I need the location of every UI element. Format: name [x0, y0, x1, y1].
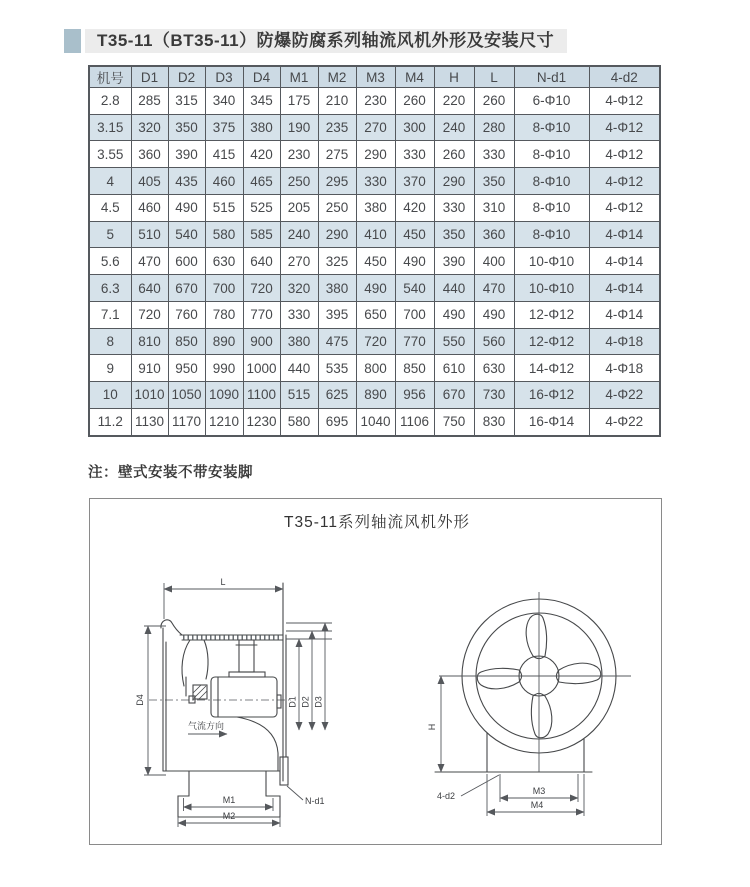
table-cell: 4-Φ12	[589, 141, 660, 168]
table-cell: 1100	[243, 382, 280, 409]
table-cell: 390	[434, 248, 474, 275]
table-cell: 465	[243, 168, 280, 195]
table-cell: 490	[168, 194, 205, 221]
note-text: 注：壁式安装不带安装脚	[88, 465, 253, 481]
dim-label-d3: D3	[313, 696, 324, 708]
table-cell: 490	[395, 248, 434, 275]
table-cell: 510	[131, 221, 168, 248]
table-cell: 750	[434, 408, 474, 436]
table-cell: 850	[395, 355, 434, 382]
table-cell: 640	[131, 275, 168, 302]
table-cell: 450	[395, 221, 434, 248]
table-cell: 380	[318, 275, 356, 302]
dim-label-4-d2: 4-d2	[436, 791, 456, 801]
table-cell: 5.6	[89, 248, 131, 275]
table-cell: 440	[434, 275, 474, 302]
table-row	[89, 221, 660, 248]
table-cell: 410	[356, 221, 395, 248]
table-cell: 330	[280, 301, 318, 328]
table-cell: 360	[474, 221, 514, 248]
table-row	[89, 114, 660, 141]
table-cell: 310	[474, 194, 514, 221]
table-cell: 1230	[243, 408, 280, 436]
column-header: D4	[243, 66, 280, 88]
table-cell: 10-Φ10	[514, 248, 589, 275]
table-row	[89, 382, 660, 409]
table-cell: 275	[318, 141, 356, 168]
table-cell: 3.55	[89, 141, 131, 168]
table-cell: 4-Φ18	[589, 355, 660, 382]
table-cell: 515	[280, 382, 318, 409]
table-cell: 205	[280, 194, 318, 221]
table-cell: 5	[89, 221, 131, 248]
diagram-title: T35-11系列轴流风机外形	[284, 514, 470, 531]
table-cell: 390	[168, 141, 205, 168]
table-cell: 10	[89, 382, 131, 409]
table-cell: 630	[205, 248, 243, 275]
table-cell: 4-Φ22	[589, 382, 660, 409]
table-cell: 250	[318, 194, 356, 221]
table-cell: 760	[168, 301, 205, 328]
table-cell: 1040	[356, 408, 395, 436]
table-cell: 1210	[205, 408, 243, 436]
table-cell: 210	[318, 88, 356, 115]
table-cell: 720	[243, 275, 280, 302]
table-cell: 610	[434, 355, 474, 382]
table-cell: 290	[356, 141, 395, 168]
diagram-panel	[89, 498, 662, 845]
table-cell: 12-Φ12	[514, 301, 589, 328]
table-cell: 625	[318, 382, 356, 409]
table-cell: 16-Φ14	[514, 408, 589, 436]
table-cell: 16-Φ12	[514, 382, 589, 409]
table-cell: 270	[280, 248, 318, 275]
table-cell: 260	[395, 88, 434, 115]
table-cell: 730	[474, 382, 514, 409]
table-cell: 525	[243, 194, 280, 221]
table-cell: 350	[168, 114, 205, 141]
table-cell: 10-Φ10	[514, 275, 589, 302]
table-cell: 220	[434, 88, 474, 115]
column-header: M1	[280, 66, 318, 88]
table-cell: 580	[280, 408, 318, 436]
table-cell: 7.1	[89, 301, 131, 328]
table-cell: 435	[168, 168, 205, 195]
table-cell: 8-Φ10	[514, 194, 589, 221]
column-header: H	[434, 66, 474, 88]
fan-outline-drawing	[90, 499, 661, 844]
table-cell: 4-Φ12	[589, 88, 660, 115]
table-cell: 450	[356, 248, 395, 275]
table-cell: 330	[434, 194, 474, 221]
table-cell: 6-Φ10	[514, 88, 589, 115]
page-title: T35-11（BT35-11）防爆防腐系列轴流风机外形及安装尺寸	[85, 29, 567, 53]
table-cell: 8-Φ10	[514, 114, 589, 141]
front-view	[427, 592, 631, 816]
table-cell: 4	[89, 168, 131, 195]
table-cell: 780	[205, 301, 243, 328]
dim-label-m4: M4	[530, 800, 544, 810]
table-cell: 4-Φ14	[589, 301, 660, 328]
table-cell: 350	[434, 221, 474, 248]
table-cell: 670	[434, 382, 474, 409]
table-cell: 4.5	[89, 194, 131, 221]
table-cell: 350	[474, 168, 514, 195]
table-cell: 540	[168, 221, 205, 248]
table-cell: 4-Φ14	[589, 275, 660, 302]
column-header: 4-d2	[589, 66, 660, 88]
column-header: D1	[131, 66, 168, 88]
table-cell: 240	[280, 221, 318, 248]
table-cell: 260	[474, 88, 514, 115]
table-cell: 6.3	[89, 275, 131, 302]
table-cell: 475	[318, 328, 356, 355]
table-cell: 340	[205, 88, 243, 115]
column-header: L	[474, 66, 514, 88]
table-cell: 540	[395, 275, 434, 302]
table-cell: 580	[205, 221, 243, 248]
table-cell: 380	[243, 114, 280, 141]
table-cell: 380	[280, 328, 318, 355]
table-cell: 8-Φ10	[514, 141, 589, 168]
side-view	[135, 577, 332, 827]
table-cell: 990	[205, 355, 243, 382]
airflow-direction-label: 气流方向	[187, 721, 225, 731]
table-cell: 270	[356, 114, 395, 141]
table-cell: 4-Φ12	[589, 194, 660, 221]
table-cell: 8-Φ10	[514, 168, 589, 195]
table-cell: 295	[318, 168, 356, 195]
table-cell: 890	[205, 328, 243, 355]
column-header: D2	[168, 66, 205, 88]
dim-label-d1: D1	[287, 696, 298, 708]
column-header: 机号	[89, 66, 131, 88]
table-cell: 230	[356, 88, 395, 115]
table-cell: 700	[395, 301, 434, 328]
table-cell: 320	[131, 114, 168, 141]
table-row	[89, 355, 660, 382]
table-cell: 460	[131, 194, 168, 221]
table-cell: 400	[474, 248, 514, 275]
table-cell: 4-Φ14	[589, 221, 660, 248]
table-cell: 535	[318, 355, 356, 382]
table-row	[89, 328, 660, 355]
table-header-row	[89, 66, 660, 88]
table-cell: 910	[131, 355, 168, 382]
table-cell: 650	[356, 301, 395, 328]
dim-label-m3: M3	[532, 786, 546, 796]
table-cell: 470	[474, 275, 514, 302]
column-header: M3	[356, 66, 395, 88]
table-cell: 4-Φ22	[589, 408, 660, 436]
table-cell: 800	[356, 355, 395, 382]
column-header: N-d1	[514, 66, 589, 88]
column-header: M2	[318, 66, 356, 88]
table-cell: 1170	[168, 408, 205, 436]
table-cell: 4-Φ12	[589, 114, 660, 141]
table-cell: 490	[356, 275, 395, 302]
section-marker-icon	[64, 29, 81, 53]
table-cell: 585	[243, 221, 280, 248]
table-body	[89, 88, 660, 437]
table-cell: 345	[243, 88, 280, 115]
table-row	[89, 141, 660, 168]
column-header: D3	[205, 66, 243, 88]
table-cell: 470	[131, 248, 168, 275]
table-cell: 315	[168, 88, 205, 115]
table-cell: 375	[205, 114, 243, 141]
table-cell: 1090	[205, 382, 243, 409]
table-cell: 830	[474, 408, 514, 436]
dim-label-m1: M1	[222, 795, 236, 805]
table-cell: 405	[131, 168, 168, 195]
dim-label-n-d1: N-d1	[305, 796, 325, 806]
table-cell: 320	[280, 275, 318, 302]
dim-label-l: L	[220, 577, 226, 587]
table-cell: 14-Φ12	[514, 355, 589, 382]
dim-label-m2: M2	[222, 811, 236, 821]
table-cell: 630	[474, 355, 514, 382]
table-wrap	[88, 65, 659, 437]
table-cell: 235	[318, 114, 356, 141]
table-cell: 770	[243, 301, 280, 328]
table-cell: 900	[243, 328, 280, 355]
table-cell: 4-Φ18	[589, 328, 660, 355]
table-cell: 950	[168, 355, 205, 382]
table-cell: 330	[356, 168, 395, 195]
table-cell: 1106	[395, 408, 434, 436]
dim-label-d4: D4	[135, 694, 145, 706]
table-cell: 12-Φ12	[514, 328, 589, 355]
table-row	[89, 248, 660, 275]
table-row	[89, 194, 660, 221]
table-row	[89, 408, 660, 436]
dim-label-d2: D2	[300, 696, 311, 708]
table-cell: 956	[395, 382, 434, 409]
table-cell: 395	[318, 301, 356, 328]
table-cell: 460	[205, 168, 243, 195]
table-cell: 260	[434, 141, 474, 168]
table-cell: 290	[318, 221, 356, 248]
table-cell: 440	[280, 355, 318, 382]
table-cell: 8	[89, 328, 131, 355]
table-cell: 4-Φ14	[589, 248, 660, 275]
table-cell: 700	[205, 275, 243, 302]
table-cell: 600	[168, 248, 205, 275]
table-cell: 190	[280, 114, 318, 141]
table-cell: 1010	[131, 382, 168, 409]
table-cell: 1000	[243, 355, 280, 382]
table-cell: 890	[356, 382, 395, 409]
table-cell: 560	[474, 328, 514, 355]
table-cell: 290	[434, 168, 474, 195]
table-cell: 770	[395, 328, 434, 355]
table-cell: 11.2	[89, 408, 131, 436]
table-cell: 4-Φ12	[589, 168, 660, 195]
table-cell: 250	[280, 168, 318, 195]
table-cell: 415	[205, 141, 243, 168]
table-cell: 420	[243, 141, 280, 168]
table-cell: 8-Φ10	[514, 221, 589, 248]
table-cell: 300	[395, 114, 434, 141]
table-cell: 850	[168, 328, 205, 355]
table-cell: 3.15	[89, 114, 131, 141]
table-cell: 325	[318, 248, 356, 275]
table-row	[89, 168, 660, 195]
column-header: M4	[395, 66, 434, 88]
table-cell: 1050	[168, 382, 205, 409]
table-cell: 175	[280, 88, 318, 115]
table-cell: 230	[280, 141, 318, 168]
table-cell: 2.8	[89, 88, 131, 115]
table-row	[89, 275, 660, 302]
table-row	[89, 301, 660, 328]
table-cell: 370	[395, 168, 434, 195]
table-cell: 285	[131, 88, 168, 115]
table-cell: 490	[474, 301, 514, 328]
table-cell: 330	[395, 141, 434, 168]
table-cell: 380	[356, 194, 395, 221]
table-cell: 720	[356, 328, 395, 355]
table-cell: 670	[168, 275, 205, 302]
table-cell: 720	[131, 301, 168, 328]
table-cell: 280	[474, 114, 514, 141]
table-cell: 420	[395, 194, 434, 221]
table-cell: 9	[89, 355, 131, 382]
table-cell: 490	[434, 301, 474, 328]
table-cell: 240	[434, 114, 474, 141]
section-header	[64, 29, 567, 53]
table-cell: 640	[243, 248, 280, 275]
table-row	[89, 88, 660, 115]
table-cell: 810	[131, 328, 168, 355]
table-cell: 695	[318, 408, 356, 436]
table-cell: 550	[434, 328, 474, 355]
table-cell: 515	[205, 194, 243, 221]
dim-label-h: H	[427, 723, 437, 731]
table-cell: 330	[474, 141, 514, 168]
table-cell: 1130	[131, 408, 168, 436]
dimensions-table	[88, 65, 661, 437]
table-cell: 360	[131, 141, 168, 168]
